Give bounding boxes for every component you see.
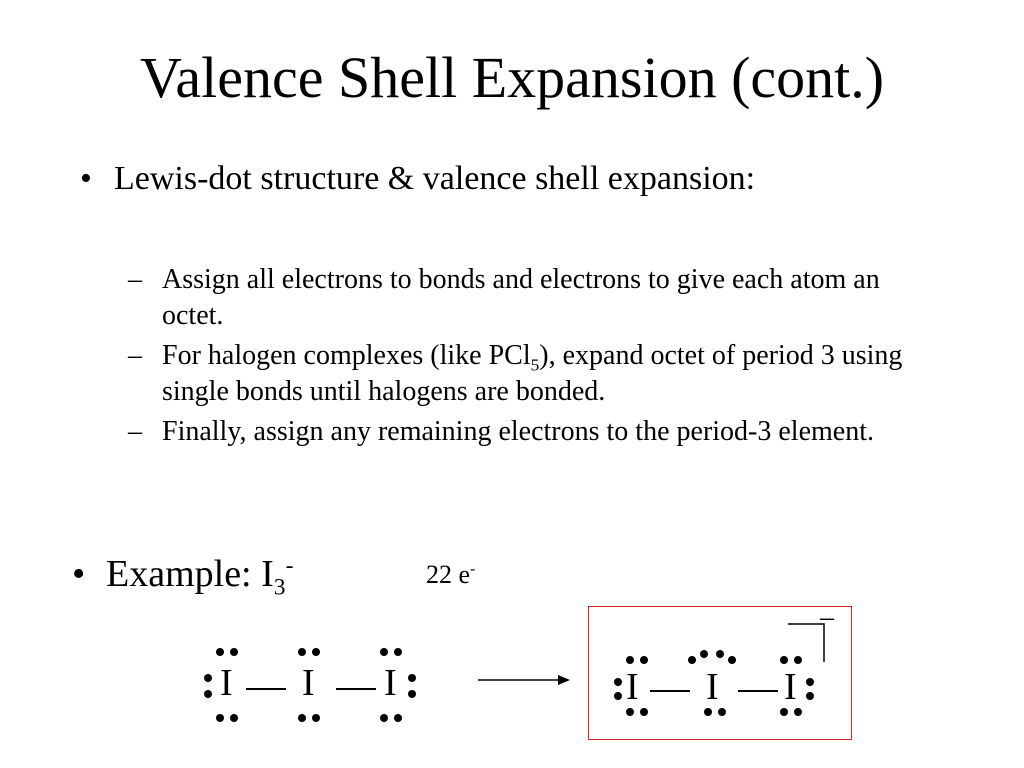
lone-pair-dot xyxy=(380,648,388,656)
dash-mark: – xyxy=(128,264,142,295)
lone-pair-dot xyxy=(806,678,814,686)
lone-pair-dot xyxy=(780,708,788,716)
lone-pair-dot xyxy=(408,674,416,682)
sub-bullet-text: Finally, assign any remaining electrons to the period-3 element. xyxy=(162,416,874,447)
lone-pair-dot xyxy=(640,708,648,716)
iodine-atom-left: I xyxy=(220,662,233,704)
example-superscript: - xyxy=(285,552,294,579)
sub-bullet-text xyxy=(162,338,928,410)
lone-pair-dot xyxy=(626,708,634,716)
lone-pair-dot xyxy=(216,648,224,656)
lone-pair-dot xyxy=(614,692,622,700)
reaction-arrow-icon xyxy=(478,672,570,688)
lone-pair-dot xyxy=(298,648,306,656)
sub-bullet-assign xyxy=(128,262,928,334)
iodine-atom-center: I xyxy=(302,662,315,704)
lone-pair-dot xyxy=(626,656,634,664)
single-bond xyxy=(650,690,690,692)
lone-pair-dot xyxy=(718,708,726,716)
lone-pair-dot xyxy=(716,650,724,658)
lone-pair-dot xyxy=(394,714,402,722)
lone-pair-dot xyxy=(408,690,416,698)
bullet-example xyxy=(72,552,294,601)
dash-mark: – xyxy=(128,416,142,447)
single-bond xyxy=(738,690,778,692)
electron-count-text: 22 e xyxy=(426,560,471,589)
example-formula xyxy=(106,552,294,601)
lone-pair-dot xyxy=(312,714,320,722)
iodine-atom-center: I xyxy=(706,666,719,708)
slide-title: Valence Shell Expansion (cont.) xyxy=(139,45,885,110)
lone-pair-dot xyxy=(806,692,814,700)
lone-pair-dot xyxy=(700,650,708,658)
lone-pair-dot xyxy=(704,708,712,716)
pcl-subscript: 5 xyxy=(530,355,540,375)
lone-pair-dot xyxy=(728,656,736,664)
lewis-structure-expanded xyxy=(612,646,822,728)
example-label: Example: I xyxy=(106,553,274,595)
iodine-atom-left: I xyxy=(626,666,639,708)
lone-pair-dot xyxy=(204,690,212,698)
bullet-lewis-dot xyxy=(80,160,755,198)
lone-pair-dot xyxy=(204,674,212,682)
iodine-atom-right: I xyxy=(384,662,397,704)
electron-count xyxy=(426,560,475,590)
sub-bullet-text: Assign all electrons to bonds and electrons to give each atom an octet. xyxy=(162,264,880,331)
lewis-structure-initial xyxy=(198,640,438,726)
lone-pair-dot xyxy=(298,714,306,722)
halogen-text-post: ), expand octet of period 3 using single bonds until halogens are bonded. xyxy=(162,340,903,407)
lone-pair-dot xyxy=(394,648,402,656)
lone-pair-dot xyxy=(216,714,224,722)
lone-pair-dot xyxy=(794,656,802,664)
dash-mark: – xyxy=(128,340,142,371)
lone-pair-dot xyxy=(230,648,238,656)
lone-pair-dot xyxy=(688,656,696,664)
single-bond xyxy=(246,688,286,690)
lone-pair-dot xyxy=(230,714,238,722)
negative-charge: – xyxy=(820,602,834,633)
sub-bullet-finally xyxy=(128,414,928,450)
halogen-text-pre: For halogen complexes (like PCl xyxy=(162,340,531,371)
single-bond xyxy=(336,688,376,690)
sub-bullet-list xyxy=(128,262,928,454)
electron-count-sup: - xyxy=(470,560,476,578)
lone-pair-dot xyxy=(780,656,788,664)
sub-bullet-halogen xyxy=(128,338,928,410)
iodine-atom-right: I xyxy=(784,666,797,708)
lone-pair-dot xyxy=(614,678,622,686)
lone-pair-dot xyxy=(312,648,320,656)
lone-pair-dot xyxy=(380,714,388,722)
example-subscript: 3 xyxy=(273,574,286,601)
bullet-mark: • xyxy=(80,160,92,197)
lone-pair-dot xyxy=(640,656,648,664)
lone-pair-dot xyxy=(794,708,802,716)
bullet-text: Lewis-dot structure & valence shell expansion: xyxy=(114,160,756,197)
bullet-mark: • xyxy=(72,553,86,595)
